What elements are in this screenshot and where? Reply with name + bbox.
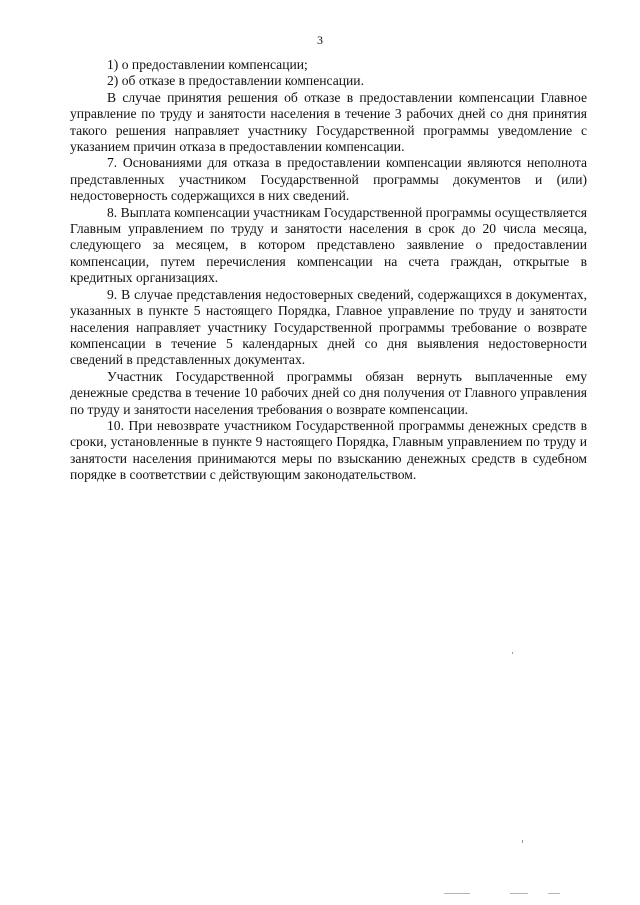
- paragraph-7-refusal-grounds: 7. Основаниями для отказа в предоставлении компенсации являются неполнота представленных участником Государственной программы документов и (или) недостоверность содержащихся в них сведений.: [70, 155, 587, 204]
- scan-artifact-line: [444, 893, 470, 894]
- list-item-decision-refusal: 2) об отказе в предоставлении компенсации.: [107, 73, 364, 89]
- paragraph-10-non-return: 10. При невозврате участником Государственной программы денежных средств в сроки, установленные в пункте 9 настоящего Порядка, Главным управлением по труду и занятости населения принимаются меры по взысканию денежных средств в судебном порядке в соответствии с действующим законодательством.: [70, 417, 587, 483]
- scan-artifact-line: [510, 893, 528, 894]
- paragraph-8-payment: 8. Выплата компенсации участникам Государственной программы осуществляется Главным управлением по труду и занятости населения в срок до 20 числа месяца, следующего за месяцем, в котором представлено заявление о предоставлении компенсации, путем перечисления компенсации на счета граждан, открытые в кредитных организациях.: [70, 204, 587, 286]
- scan-artifact-line: [548, 893, 560, 894]
- scan-speck: [522, 840, 523, 843]
- page-number: 3: [317, 33, 323, 47]
- paragraph-return-obligation: Участник Государственной программы обязан вернуть выплаченные ему денежные средства в течение 10 рабочих дней со дня получения от Главного управления по труду и занятости населения требования о возврате компенсации.: [70, 368, 587, 417]
- list-item-decision-grant: 1) о предоставлении компенсации;: [107, 57, 308, 72]
- document-body: [70, 57, 587, 484]
- scan-speck: [512, 652, 513, 654]
- paragraph-refusal-notice: В случае принятия решения об отказе в предоставлении компенсации Главное управление по труду и занятости населения в течение 3 рабочих дней со дня принятия такого решения направляет участнику Государственной программы уведомление с указанием причин отказа в предоставлении компенсации.: [70, 89, 587, 155]
- paragraph-9-false-information: 9. В случае представления недостоверных сведений, содержащихся в документах, указанных в пункте 5 настоящего Порядка, Главное управление по труду и занятости населения направляет участнику Государственной программы требование о возврате компенсации в течение 5 календарных дней со дня выявления недостоверности сведений в представленных документах.: [70, 286, 587, 368]
